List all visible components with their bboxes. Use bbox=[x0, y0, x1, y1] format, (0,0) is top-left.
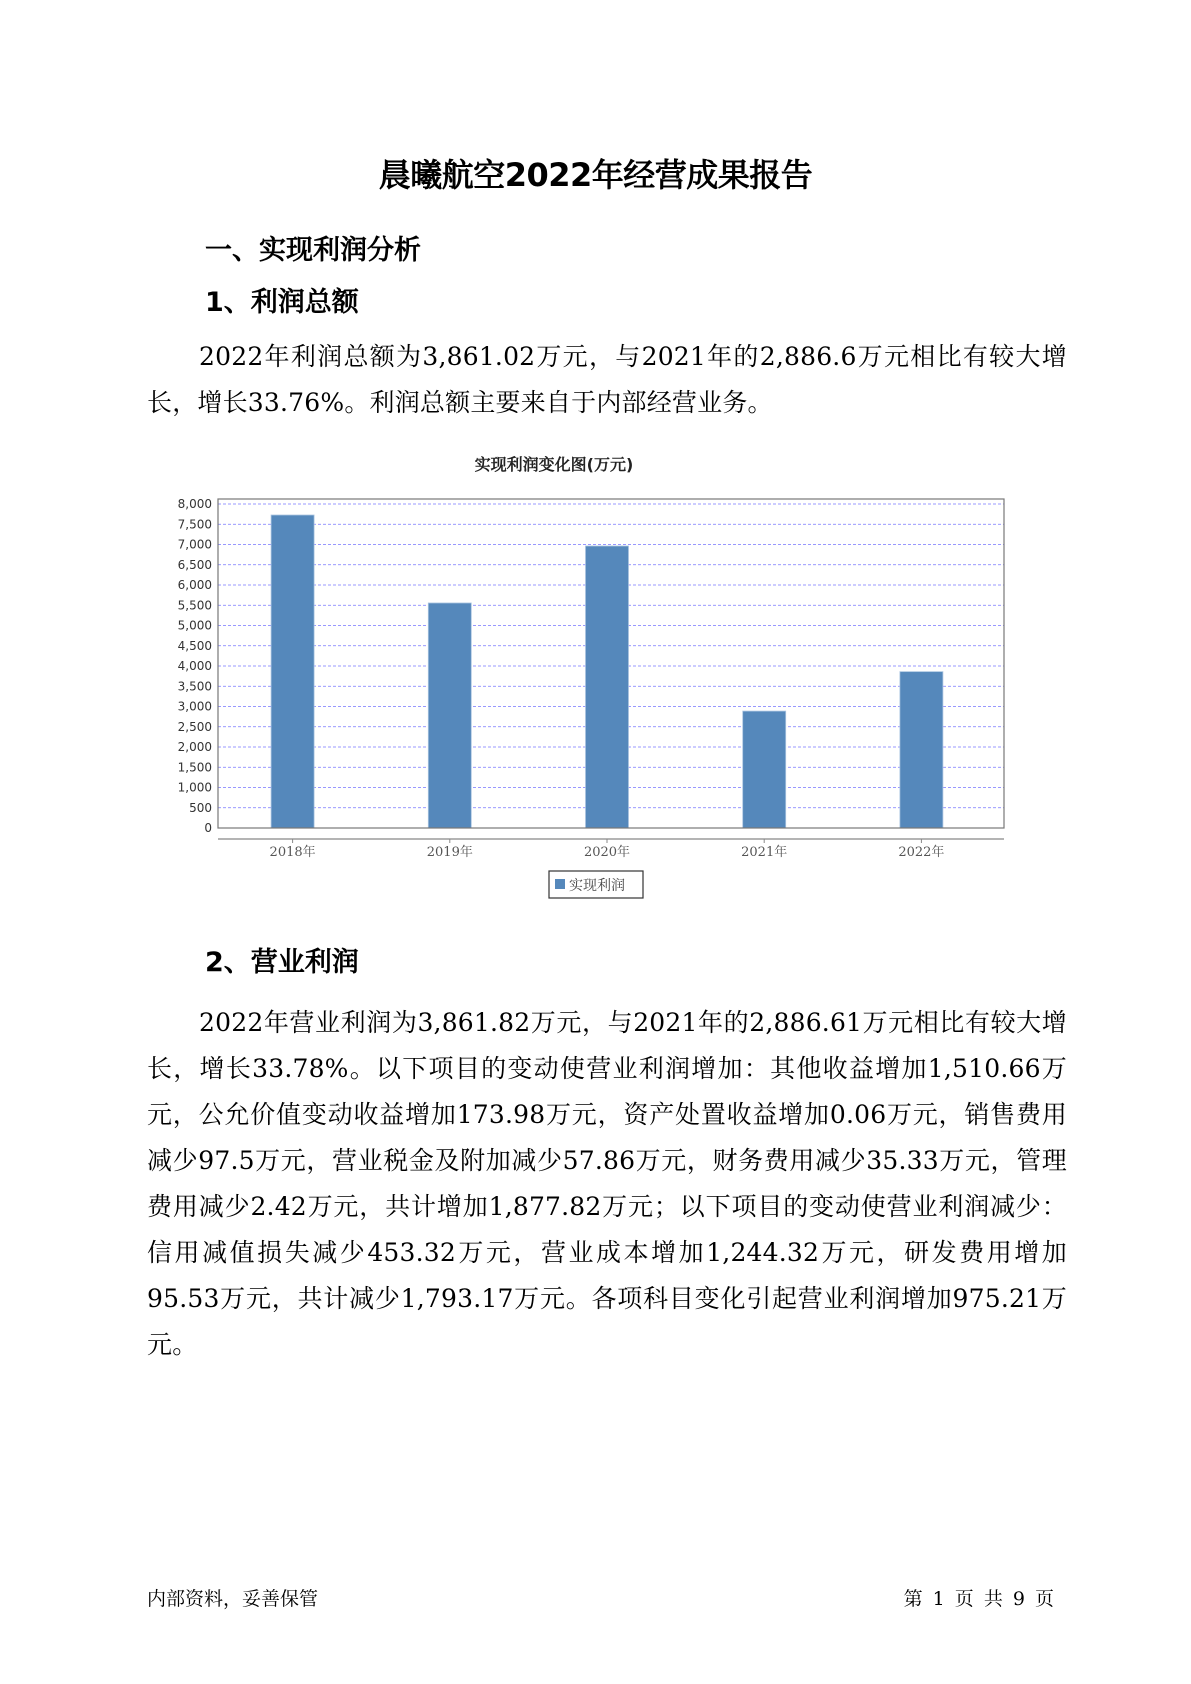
y-tick-label: 4,500 bbox=[177, 638, 212, 653]
profit-bar-chart bbox=[150, 450, 1030, 910]
y-tick-label: 2,500 bbox=[177, 719, 212, 734]
x-tick-label: 2020年 bbox=[583, 845, 631, 860]
y-tick-label: 8,000 bbox=[177, 497, 212, 511]
y-tick-label: 6,000 bbox=[177, 578, 212, 592]
x-tick-label: 2022年 bbox=[898, 845, 945, 860]
bar bbox=[271, 515, 314, 828]
total-profit-text: 2022年利润总额为3,861.02万元，与2021年的2,886.6万元相比有较大增长，增长33.76%。利润总额主要来自于内部经营业务。 bbox=[147, 342, 1067, 417]
subsection-heading-total-profit: 1、利润总额 bbox=[205, 287, 359, 318]
y-tick-label: 1,500 bbox=[177, 760, 212, 775]
document-title: 晨曦航空2022年经营成果报告 bbox=[378, 156, 813, 194]
chart-legend bbox=[549, 871, 643, 898]
y-tick-label: 5,500 bbox=[177, 598, 212, 613]
bar bbox=[586, 546, 629, 828]
y-tick-label: 3,000 bbox=[177, 699, 212, 714]
chart-title: 实现利润变化图(万元) bbox=[474, 455, 634, 474]
x-tick-label: 2021年 bbox=[741, 845, 788, 860]
footer-page-number: 第 1 页 共 9 页 bbox=[903, 1588, 1054, 1610]
operating-profit-text: 2022年营业利润为3,861.82万元，与2021年的2,886.61万元相比有较大增长，增长33.78%。以下项目的变动使营业利润增加：其他收益增加1,510.66万元，公允价值变动收益增加173.98万元，资产处置收益增加0.06万元，销售费用减少97.5万元，营业税金及附加减少57.86万元，财务费用减少35.33万元，管理费用减少2.42万元，共计增加1,877.82万元；以下项目的变动使营业利润减少：信用减值损失减少453.32万元，营业成本增加1,244.32万元，研发费用增加95.53万元，共计减少1,793.17万元。各项科目变化引起营业利润增加975.21万元。 bbox=[147, 1008, 1067, 1359]
y-tick-label: 5,000 bbox=[177, 618, 212, 633]
x-tick-label: 2018年 bbox=[269, 845, 316, 860]
legend-label: 实现利润 bbox=[569, 878, 625, 894]
chart-y-axis bbox=[178, 497, 212, 835]
x-tick-label: 2019年 bbox=[426, 845, 473, 860]
y-tick-label: 1,000 bbox=[177, 780, 212, 795]
legend-swatch bbox=[555, 879, 565, 889]
operating-profit-paragraph bbox=[147, 1000, 1067, 1368]
bar bbox=[743, 711, 786, 828]
footer-confidential-note: 内部资料，妥善保管 bbox=[147, 1588, 319, 1610]
chart-bars bbox=[271, 515, 943, 828]
y-tick-label: 2,000 bbox=[177, 740, 212, 754]
chart-x-axis bbox=[270, 839, 945, 860]
total-profit-paragraph bbox=[147, 334, 1067, 426]
subsection-heading-operating-profit: 2、营业利润 bbox=[205, 947, 359, 978]
y-tick-label: 7,000 bbox=[177, 537, 212, 552]
y-tick-label: 7,500 bbox=[177, 517, 212, 532]
y-tick-label: 500 bbox=[189, 800, 212, 815]
bar bbox=[428, 603, 471, 828]
section-heading-profit-analysis: 一、实现利润分析 bbox=[205, 235, 421, 266]
bar bbox=[900, 672, 943, 828]
y-tick-label: 4,000 bbox=[177, 659, 212, 673]
y-tick-label: 6,500 bbox=[177, 557, 212, 572]
y-tick-label: 3,500 bbox=[177, 679, 212, 694]
y-tick-label: 0 bbox=[204, 821, 212, 835]
